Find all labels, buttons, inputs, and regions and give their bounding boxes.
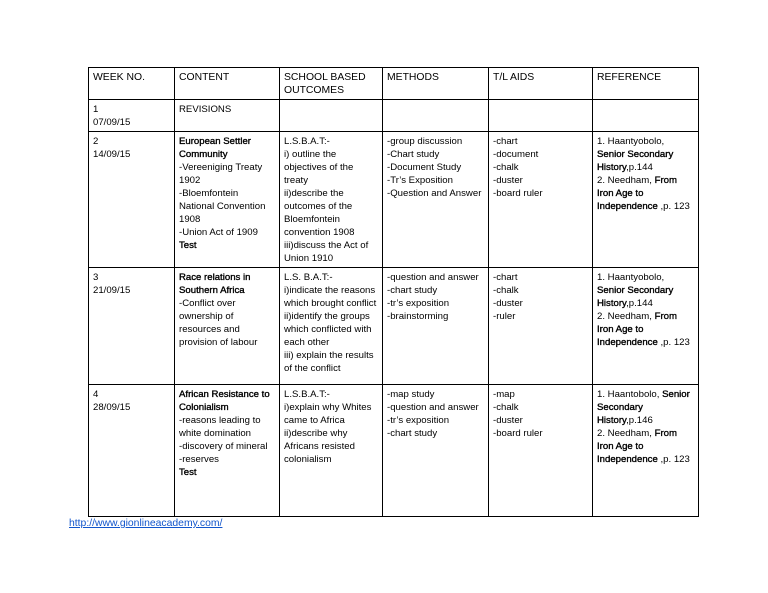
week-date: 21/09/15 [93,285,131,296]
method-line: -tr’s exposition [387,415,450,426]
content-title: Race relations in Southern Africa [179,272,251,296]
aids-cell [489,385,593,517]
aid-line: -board ruler [493,188,543,199]
ref-book-title: Senior Secondary History [597,285,674,309]
table-header-row [89,68,699,100]
outcomes-cell [280,385,383,517]
ref-page: ,p. 123 [657,454,690,465]
method-line: -chart study [387,285,438,296]
week-number: 2 [93,136,99,147]
methods-cell [383,385,489,517]
header-aids: T/L AIDS [489,68,593,100]
header-methods: METHODS [383,68,489,100]
outcome-line: ii)describe why Africans resisted colonialism [284,428,355,465]
ref-book-title: Senior Secondary History [597,389,690,426]
methods-cell [383,268,489,385]
week-number: 1 [93,104,99,115]
method-line: -map study [387,389,435,400]
method-line: -Tr’s Exposition [387,175,453,186]
content-line: REVISIONS [179,104,232,115]
ref-book-title: From Iron Age to Independence [597,428,677,465]
content-line: -Vereeniging Treaty 1902 [179,162,263,186]
methods-cell [383,100,489,132]
outcomes-cell [280,132,383,268]
header-outcomes: SCHOOL BASED OUTCOMES [280,68,383,100]
header-content: CONTENT [175,68,280,100]
reference-cell [593,385,699,517]
reference-2 [597,427,694,466]
method-line: -question and answer [387,272,479,283]
content-line: -reasons leading to white domination [179,415,261,439]
week-cell [89,132,175,268]
aids-cell [489,268,593,385]
aid-line: -map [493,389,515,400]
reference-cell [593,100,699,132]
outcome-line: ii)describe the outcomes of the Bloemfontein convention 1908 [284,188,355,238]
table-row [89,268,699,385]
content-cell [175,100,280,132]
outcomes-cell [280,268,383,385]
aid-line: -ruler [493,311,516,322]
week-number: 4 [93,389,99,400]
week-cell [89,100,175,132]
ref-page: ,p.144 [626,162,653,173]
outcome-line: L.S. B.A.T:- [284,272,333,283]
content-line: -Union Act of 1909 [179,227,258,238]
week-cell [89,268,175,385]
ref-book-title: From Iron Age to Independence [597,175,677,212]
content-cell [175,132,280,268]
ref-author: 1. Haantyobolo, [597,272,665,283]
outcomes-cell [280,100,383,132]
ref-page: ,p.146 [626,415,653,426]
week-number: 3 [93,272,99,283]
method-line: -Document Study [387,162,462,173]
content-test: Test [179,467,197,478]
ref-author: 2. Needham, [597,428,655,439]
ref-author: 2. Needham, [597,175,655,186]
outcome-line: i) outline the objectives of the treaty [284,149,354,186]
ref-book-title: From Iron Age to Independence [597,311,677,348]
content-line: -discovery of mineral [179,441,268,452]
table-row [89,132,699,268]
reference-2 [597,310,694,349]
method-line: -Question and Answer [387,188,482,199]
content-cell [175,385,280,517]
content-test: Test [179,240,197,251]
ref-author: 1. Haantyobolo, [597,136,665,147]
aid-line: -duster [493,175,523,186]
header-week: WEEK NO. [89,68,175,100]
week-date: 28/09/15 [93,402,131,413]
reference-2 [597,174,694,213]
aid-line: -chart [493,136,518,147]
aid-line: -duster [493,298,523,309]
reference-1 [597,388,694,427]
ref-page: ,p.144 [626,298,653,309]
scheme-of-work-table [88,67,699,517]
outcome-line: ii)identify the groups which conflicted with each other [284,311,372,348]
ref-author: 1. Haantobolo, [597,389,663,400]
reference-cell [593,132,699,268]
ref-page: ,p. 123 [657,337,690,348]
week-date: 14/09/15 [93,149,131,160]
ref-author: 2. Needham, [597,311,655,322]
outcome-line: iii)discuss the Act of Union 1910 [284,240,369,264]
aids-cell [489,100,593,132]
outcome-line: i)indicate the reasons which brought conflict [284,285,377,309]
content-line: -Bloemfontein National Convention 1908 [179,188,266,225]
ref-page: ,p. 123 [657,201,690,212]
aid-line: -chalk [493,162,519,173]
method-line: -chart study [387,428,438,439]
table-row [89,100,699,132]
reference-1 [597,271,694,310]
outcome-line: L.S.B.A.T:- [284,136,330,147]
aid-line: -document [493,149,539,160]
week-cell [89,385,175,517]
outcome-line: i)explain why Whites came to Africa [284,402,372,426]
methods-cell [383,132,489,268]
reference-cell [593,268,699,385]
method-line: -question and answer [387,402,479,413]
week-date: 07/09/15 [93,117,131,128]
table-row [89,385,699,517]
ref-book-title: Senior Secondary History [597,149,674,173]
aid-line: -chalk [493,402,519,413]
footer-website-link[interactable]: http://www.gionlineacademy.com/ [69,518,223,529]
outcome-line: iii) explain the results of the conflict [284,350,374,374]
method-line: -brainstorming [387,311,449,322]
content-line: -Conflict over ownership of resources and provision of labour [179,298,258,348]
aid-line: -board ruler [493,428,543,439]
aid-line: -chalk [493,285,519,296]
content-title: African Resistance to Colonialism [179,389,270,413]
content-line: -reserves [179,454,219,465]
method-line: -Chart study [387,149,440,160]
header-reference: REFERENCE [593,68,699,100]
aid-line: -chart [493,272,518,283]
aid-line: -duster [493,415,523,426]
content-cell [175,268,280,385]
method-line: -group discussion [387,136,463,147]
method-line: -tr’s exposition [387,298,450,309]
outcome-line: L.S.B.A.T:- [284,389,330,400]
reference-1 [597,135,694,174]
aids-cell [489,132,593,268]
content-title: European Settler Community [179,136,251,160]
